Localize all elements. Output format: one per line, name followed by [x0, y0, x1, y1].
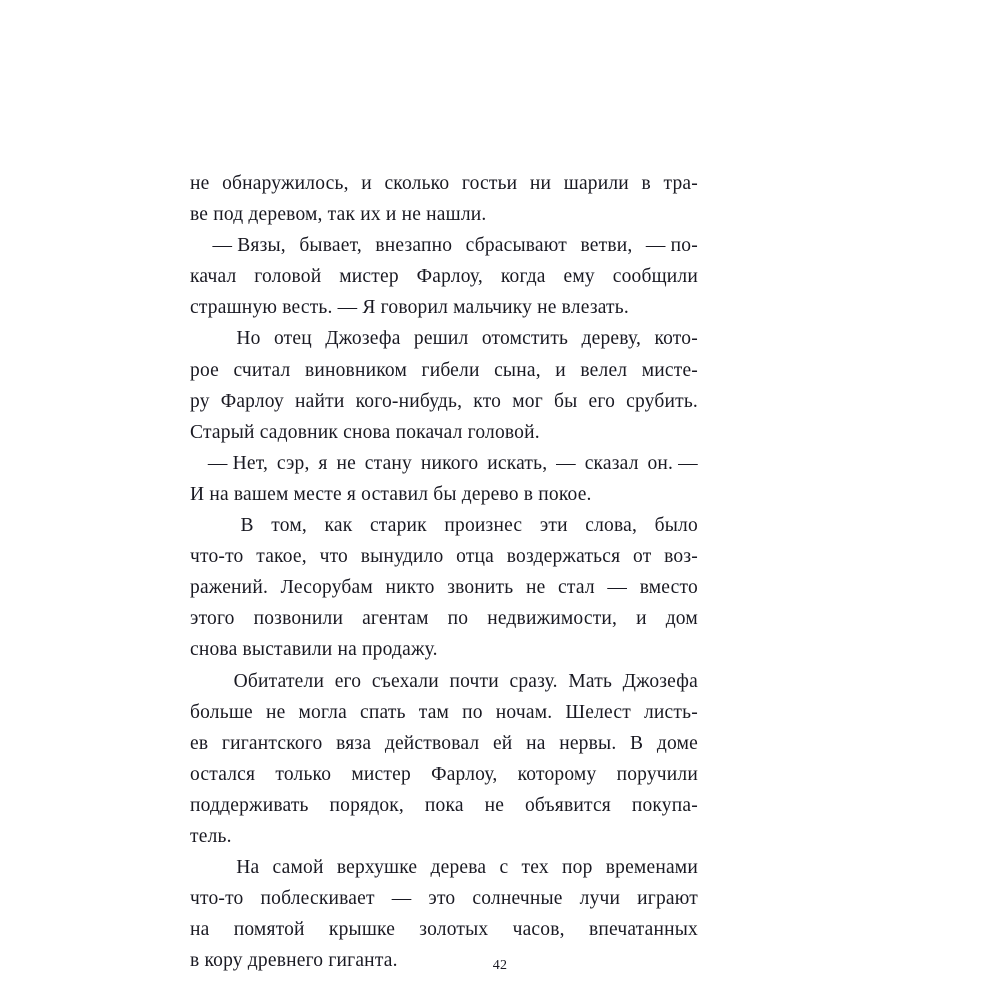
word: отомстить — [481, 328, 569, 350]
word: самой — [272, 857, 324, 879]
word: сообщили — [612, 266, 698, 288]
word: с — [499, 857, 509, 879]
text-line — [190, 914, 698, 945]
word: он. — — [647, 452, 698, 474]
word: сколько — [384, 173, 450, 194]
word: никто — [385, 577, 435, 599]
word: от — [633, 546, 652, 568]
text-line — [190, 603, 698, 634]
word: дерева — [430, 857, 487, 879]
word: На — [236, 857, 260, 879]
word: которому — [517, 763, 597, 785]
word: временами — [605, 857, 698, 879]
word: отец — [273, 328, 312, 350]
word: найти — [295, 390, 345, 412]
word: порядок, — [329, 794, 405, 816]
word: лучи — [579, 888, 621, 910]
word: сразу. — [509, 670, 558, 692]
word: — Нет, — [207, 452, 269, 474]
first-line-indent — [190, 510, 223, 541]
word: остался — [190, 763, 256, 785]
text-line: снова выставили на продажу. — [190, 639, 438, 661]
word: Но — [236, 328, 261, 350]
word: это — [428, 888, 456, 910]
word: гибели — [421, 359, 480, 381]
word: на — [526, 732, 546, 754]
word: бывает, — [299, 235, 362, 257]
word: играют — [637, 888, 698, 910]
word: Лесорубам — [280, 577, 373, 599]
word: поддерживать — [190, 794, 309, 816]
word: ей — [492, 732, 513, 754]
word: вяза — [336, 732, 372, 754]
text-line — [190, 448, 698, 479]
word: больше — [190, 701, 253, 723]
word: — — [556, 452, 576, 474]
word: часов, — [512, 919, 565, 941]
word: действовал — [384, 732, 480, 754]
word: Шелест — [565, 701, 631, 723]
text-line — [190, 852, 698, 883]
first-line-indent — [190, 323, 223, 354]
word: я — [318, 452, 328, 474]
first-line-indent — [190, 852, 223, 883]
text-line: ве под деревом, так их и не нашли. — [190, 204, 487, 226]
text-line — [190, 728, 698, 759]
word: было — [654, 515, 698, 537]
word: эти — [539, 515, 568, 537]
word: по — [447, 608, 469, 630]
word: что-то — [190, 888, 244, 910]
text-line — [190, 386, 698, 417]
word: могла — [298, 701, 347, 723]
word: мог — [512, 390, 543, 412]
word: Фарлоу, — [431, 763, 498, 785]
dash-indent — [190, 448, 199, 479]
word: произнес — [444, 515, 523, 537]
text-line — [190, 355, 698, 386]
word: стал — [558, 577, 595, 599]
word: рое — [190, 359, 219, 381]
word: ру — [190, 390, 210, 412]
word: спать — [360, 701, 406, 723]
word: что-то — [190, 546, 244, 568]
text-line — [190, 883, 698, 914]
word: вместо — [639, 577, 698, 599]
word: не — [190, 173, 210, 194]
word: на — [190, 919, 210, 941]
word: съехали — [371, 670, 439, 692]
word: покупа- — [631, 794, 698, 816]
word: золотых — [419, 919, 489, 941]
word: впечатанных — [588, 919, 698, 941]
word: — Вязы, — [212, 235, 286, 257]
word: Фарлоу — [220, 390, 284, 412]
word: ражений. — [190, 577, 269, 599]
word: листь- — [643, 701, 698, 723]
text-line — [190, 541, 698, 572]
text-line — [190, 261, 698, 292]
word: позвонили — [253, 608, 344, 630]
word: пор — [562, 857, 593, 879]
word: мисте- — [641, 359, 698, 381]
word: не — [336, 452, 356, 474]
word: доме — [656, 732, 698, 754]
word: том, — [271, 515, 307, 537]
paragraph — [190, 168, 698, 230]
text-line — [190, 759, 698, 790]
word: сына, — [494, 359, 541, 381]
text-line: И на вашем месте я оставил бы дерево в покое. — [190, 483, 592, 505]
word: никого — [420, 452, 479, 474]
word: Обитатели — [233, 670, 325, 692]
word: решил — [413, 328, 469, 350]
word: головой — [254, 266, 322, 288]
word: велел — [580, 359, 628, 381]
word: — — [607, 577, 628, 599]
word: не — [265, 701, 286, 723]
word: верхушке — [336, 857, 418, 879]
paragraph — [190, 448, 698, 510]
text-line: в кору древнего гиганта. — [190, 950, 398, 972]
word: бы — [554, 390, 578, 412]
word: этого — [190, 608, 235, 630]
text-line: Старый садовник снова покачал головой. — [190, 421, 540, 443]
word: В — [630, 732, 644, 754]
paragraph — [190, 510, 698, 665]
word: поблескивает — [260, 888, 375, 910]
word: воздержаться — [506, 546, 621, 568]
word: в — [641, 173, 651, 194]
word: не — [525, 577, 546, 599]
word: ни — [529, 173, 552, 194]
word: и — [555, 359, 566, 381]
word: солнечные — [472, 888, 563, 910]
word: кото- — [654, 328, 698, 350]
dash-indent — [190, 230, 199, 261]
word: старик — [369, 515, 427, 537]
word: — — [391, 888, 412, 910]
word: мистер — [339, 266, 399, 288]
text-line — [190, 510, 698, 541]
word: дом — [665, 608, 698, 630]
page-number: 42 — [492, 958, 508, 973]
word: внезапно — [375, 235, 453, 257]
word: В — [240, 515, 254, 537]
word: что — [319, 546, 348, 568]
text-line — [190, 230, 698, 261]
word: гостьи — [461, 173, 518, 194]
word: и — [636, 608, 647, 630]
word: ему — [563, 266, 595, 288]
word: агентам — [362, 608, 429, 630]
first-line-indent — [190, 666, 223, 697]
word: тех — [521, 857, 549, 879]
word: сбрасывают — [465, 235, 568, 257]
word: по — [462, 701, 483, 723]
word: слова, — [585, 515, 638, 537]
word: Фарлоу, — [416, 266, 483, 288]
word: кого-нибудь, — [355, 390, 463, 412]
word: почти — [449, 670, 499, 692]
text-line — [190, 572, 698, 603]
word: ев — [190, 732, 209, 754]
text-line: тель. — [190, 825, 232, 847]
paragraph — [190, 666, 698, 853]
word: его — [334, 670, 362, 692]
text-line — [190, 168, 698, 199]
word: крышке — [328, 919, 396, 941]
word: виновником — [304, 359, 408, 381]
word: объявится — [524, 794, 611, 816]
word: дереву, — [581, 328, 642, 350]
word: Джозефа — [325, 328, 401, 350]
word: пока — [424, 794, 464, 816]
paragraph — [190, 323, 698, 447]
word: кто — [473, 390, 502, 412]
word: его — [588, 390, 616, 412]
word: Мать — [568, 670, 613, 692]
text-line — [190, 323, 698, 354]
text-line — [190, 666, 698, 697]
word: и — [361, 173, 372, 194]
word: Джозефа — [622, 670, 698, 692]
word: недвижимости, — [487, 608, 618, 630]
word: как — [324, 515, 353, 537]
word: считал — [233, 359, 291, 381]
word: ветви, — [580, 235, 633, 257]
text-line — [190, 697, 698, 728]
word: такое, — [256, 546, 307, 568]
word: ночам. — [495, 701, 553, 723]
word: сэр, — [276, 452, 310, 474]
word: отца — [456, 546, 495, 568]
word: только — [275, 763, 332, 785]
word: помятой — [233, 919, 305, 941]
word: мистер — [351, 763, 411, 785]
word: когда — [500, 266, 546, 288]
word: не — [484, 794, 505, 816]
word: шарили — [563, 173, 629, 194]
word: там — [418, 701, 450, 723]
page-text-block — [190, 168, 698, 976]
text-line — [190, 790, 698, 821]
word: нервы. — [559, 732, 617, 754]
word: тра- — [663, 173, 698, 194]
word: обнаружилось, — [222, 173, 349, 194]
word: звонить — [447, 577, 514, 599]
word: срубить. — [626, 390, 698, 412]
text-line: страшную весть. — Я говорил мальчику не влезать. — [190, 297, 629, 319]
word: — по- — [645, 235, 698, 257]
word: сказал — [584, 452, 639, 474]
word: вынудило — [360, 546, 444, 568]
word: гигантского — [221, 732, 323, 754]
word: искать, — [487, 452, 548, 474]
word: воз- — [664, 546, 698, 568]
paragraph — [190, 230, 698, 323]
word: поручили — [616, 763, 698, 785]
word: качал — [190, 266, 237, 288]
word: стану — [364, 452, 412, 474]
